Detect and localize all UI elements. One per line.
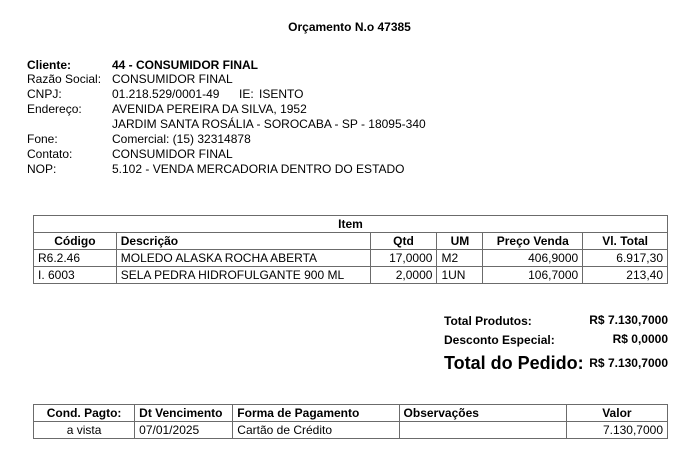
payment-table-header-row: [34, 405, 668, 422]
col-dt-vencimento: Dt Vencimento: [135, 405, 233, 422]
col-forma-pagamento: Forma de Pagamento: [233, 405, 399, 422]
payment-table: [33, 404, 668, 439]
col-codigo: Código: [34, 233, 117, 250]
nop-value: 5.102 - VENDA MERCADORIA DENTRO DO ESTADO: [112, 162, 405, 176]
desconto-value: R$ 0,0000: [612, 332, 668, 346]
items-table-header-row: [34, 233, 668, 250]
contato-value: CONSUMIDOR FINAL: [112, 147, 233, 161]
cell-um: 1UN: [437, 267, 483, 284]
cell-um: M2: [437, 250, 483, 267]
ie-label: IE:: [239, 87, 254, 101]
col-cond-pagto: Cond. Pagto:: [34, 405, 135, 422]
table-row: [34, 267, 668, 284]
cliente-label: Cliente:: [27, 58, 72, 72]
col-descricao: Descrição: [116, 233, 370, 250]
cell-vl-total: 6.917,30: [583, 250, 668, 267]
col-vl-total: Vl. Total: [583, 233, 668, 250]
cell-cond-pagto: a vista: [34, 422, 135, 439]
razao-value: CONSUMIDOR FINAL: [112, 72, 233, 86]
items-table: [33, 215, 668, 284]
fone-label: Fone:: [27, 132, 58, 146]
cell-forma-pagamento: Cartão de Crédito: [233, 422, 399, 439]
cell-observacoes: [399, 422, 566, 439]
cell-descricao: MOLEDO ALASKA ROCHA ABERTA: [116, 250, 370, 267]
endereco-label: Endereço:: [27, 102, 82, 116]
fone-value: Comercial: (15) 32314878: [112, 132, 251, 146]
cliente-value: 44 - CONSUMIDOR FINAL: [112, 58, 259, 72]
contato-label: Contato:: [27, 147, 73, 161]
ie-value: ISENTO: [259, 87, 304, 101]
nop-label: NOP:: [27, 162, 57, 176]
cell-qtd: 2,0000: [370, 267, 437, 284]
document-title: Orçamento N.o 47385: [288, 20, 411, 34]
razao-label: Razão Social:: [27, 72, 102, 86]
cell-codigo: R6.2.46: [34, 250, 117, 267]
total-pedido-value: R$ 7.130,7000: [589, 356, 668, 370]
col-observacoes: Observações: [399, 405, 566, 422]
cell-valor: 7.130,7000: [566, 422, 667, 439]
total-pedido-label: Total do Pedido:: [444, 353, 584, 373]
table-row: [34, 250, 668, 267]
cell-descricao: SELA PEDRA HIDROFULGANTE 900 ML: [116, 267, 370, 284]
cnpj-label: CNPJ:: [27, 87, 62, 101]
total-produtos-value: R$ 7.130,7000: [589, 313, 668, 327]
cell-vl-total: 213,40: [583, 267, 668, 284]
endereco-line2: JARDIM SANTA ROSÁLIA - SOROCABA - SP - 18095-340: [112, 117, 426, 131]
items-header: Item: [34, 216, 668, 233]
total-produtos-label: Total Produtos:: [444, 314, 532, 328]
cnpj-value: 01.218.529/0001-49: [112, 87, 220, 101]
table-row: [34, 422, 668, 439]
cell-codigo: I. 6003: [34, 267, 117, 284]
endereco-line1: AVENIDA PEREIRA DA SILVA, 1952: [112, 102, 307, 116]
cell-preco-venda: 106,7000: [483, 267, 583, 284]
col-um: UM: [437, 233, 483, 250]
col-valor: Valor: [566, 405, 667, 422]
col-qtd: Qtd: [370, 233, 437, 250]
items-table-title-row: [34, 216, 668, 233]
cell-dt-vencimento: 07/01/2025: [135, 422, 233, 439]
cell-preco-venda: 406,9000: [483, 250, 583, 267]
desconto-label: Desconto Especial:: [444, 333, 555, 347]
cell-qtd: 17,0000: [370, 250, 437, 267]
col-preco-venda: Preço Venda: [483, 233, 583, 250]
